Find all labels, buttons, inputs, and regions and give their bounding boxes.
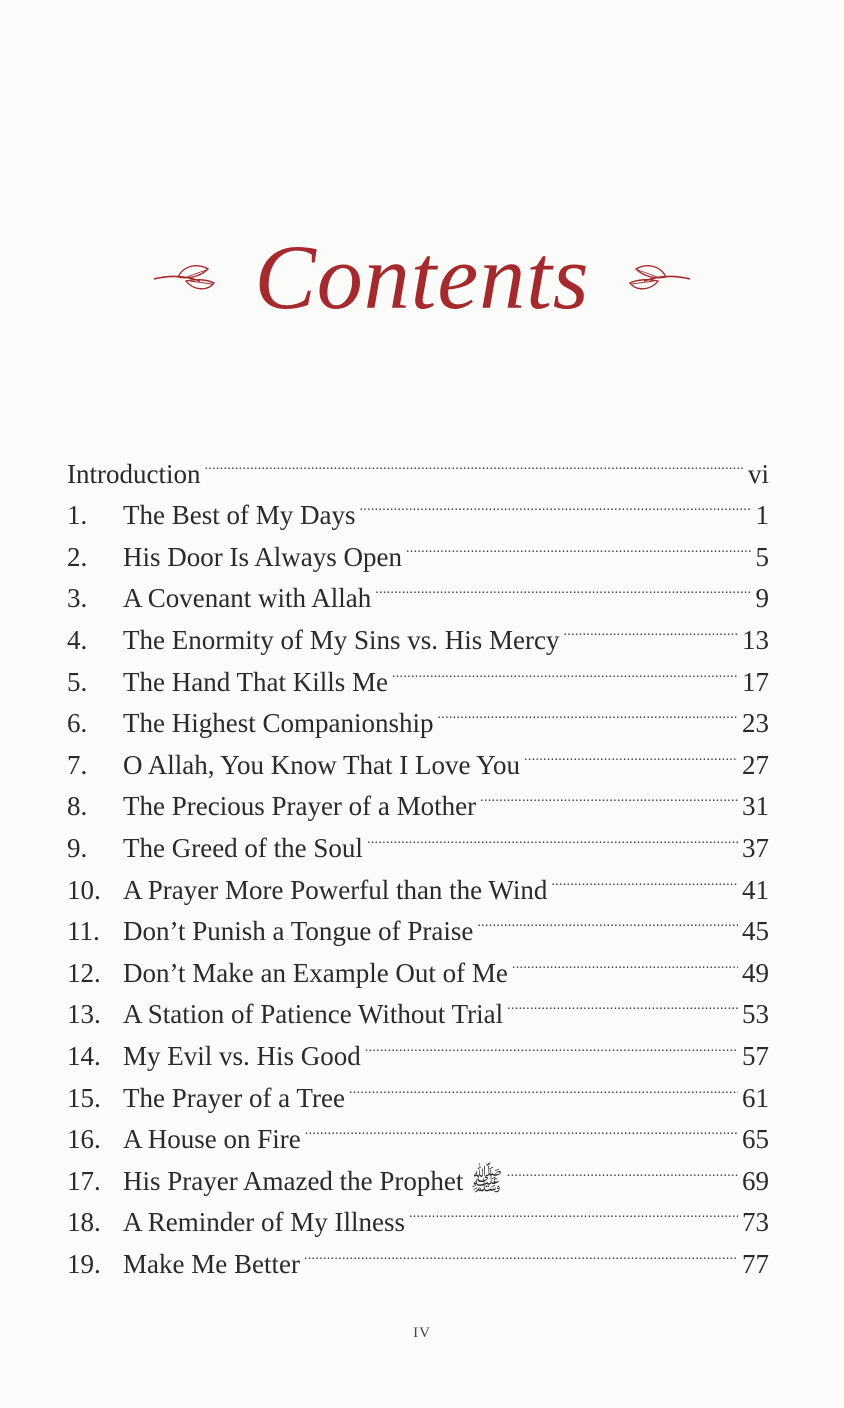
toc-dot-leader [563,607,738,649]
toc-entry-number: 12. [67,957,101,988]
toc-entry [67,441,769,489]
toc-entry-page: 5 [755,541,769,572]
toc-entry-number: 8. [67,791,88,822]
toc-entry-title: A Covenant with Allah [123,583,372,614]
toc-entry-page: 17 [742,666,769,697]
toc-entry-number: 2. [67,541,88,572]
toc-entry-page: vi [747,458,769,489]
toc-entry-number: 15. [67,1082,101,1113]
toc-entry-title: The Prayer of a Tree [123,1082,345,1113]
toc-entry-number: 17. [67,1165,101,1196]
toc-dot-leader [375,566,751,608]
toc-dot-leader [507,982,738,1024]
toc-entry-number: 4. [67,624,88,655]
toc-entry-page: 49 [742,957,769,988]
toc-entry-number: 1. [67,500,88,531]
left-flourish-icon [150,257,220,297]
toc-dot-leader [406,524,752,566]
toc-entry-title: The Enormity of My Sins vs. His Mercy [123,624,560,655]
toc-entry-page: 13 [742,624,769,655]
toc-entry-number: 9. [67,832,88,863]
toc-entry-page: 61 [742,1082,769,1113]
toc-entry-title: The Hand That Kills Me [123,666,388,697]
toc-entry-title: O Allah, You Know That I Love You [123,749,521,780]
toc-entry-page: 45 [742,916,769,947]
toc-entry-title: His Prayer Amazed the Prophet ﷺ [123,1165,503,1196]
toc-dot-leader [524,732,738,774]
toc-entry-title: Don’t Make an Example Out of Me [123,957,508,988]
toc-entry-title: Make Me Better [123,1248,300,1279]
toc-entry-page: 77 [742,1248,769,1279]
toc-entry-title: The Best of My Days [123,500,356,531]
toc-entry-number: 3. [67,583,88,614]
toc-entry-title: The Highest Companionship [123,708,434,739]
page-title-block [0,222,844,332]
toc-entry-number: 19. [67,1248,101,1279]
toc-entry-title: A Prayer More Powerful than the Wind [123,874,548,905]
toc-entry-number: 16. [67,1124,101,1155]
toc-entry-title: A Reminder of My Illness [123,1207,405,1238]
page-number: IV [413,1325,431,1341]
toc-dot-leader [409,1190,738,1232]
table-of-contents [67,441,769,1279]
toc-entry-page: 73 [742,1207,769,1238]
toc-dot-leader [305,1107,738,1149]
toc-dot-leader [367,815,738,857]
toc-entry-number: 11. [67,916,100,947]
toc-entry-title: The Precious Prayer of a Mother [123,791,477,822]
toc-dot-leader [437,691,738,733]
toc-entry-page: 57 [742,1040,769,1071]
toc-dot-leader [480,774,738,816]
toc-entry-title: The Greed of the Soul [123,832,363,863]
toc-dot-leader [551,857,738,899]
page-title: Contents [254,226,590,328]
right-flourish-icon [624,257,694,297]
toc-dot-leader [512,940,738,982]
toc-dot-leader [392,649,738,691]
toc-entry-page: 23 [742,708,769,739]
toc-entry-number: 13. [67,999,101,1030]
toc-entry-number: 18. [67,1207,101,1238]
toc-entry-title: Introduction [67,458,201,489]
toc-dot-leader [477,899,738,941]
toc-entry-page: 65 [742,1124,769,1155]
toc-dot-leader [359,483,751,525]
toc-dot-leader [365,1023,738,1065]
toc-dot-leader [304,1231,738,1273]
toc-entry-number: 6. [67,708,88,739]
toc-entry-page: 1 [755,500,769,531]
toc-entry-title: A Station of Patience Without Trial [123,999,504,1030]
toc-entry-number: 5. [67,666,88,697]
toc-entry-page: 31 [742,791,769,822]
toc-dot-leader [204,441,744,483]
toc-entry-page: 41 [742,874,769,905]
toc-entry-number: 7. [67,749,88,780]
toc-entry-title: Don’t Punish a Tongue of Praise [123,916,474,947]
toc-entry-title: My Evil vs. His Good [123,1040,361,1071]
toc-entry-page: 53 [742,999,769,1030]
toc-entry-page: 27 [742,749,769,780]
toc-entry-page: 9 [755,583,769,614]
toc-entry-number: 10. [67,874,101,905]
toc-entry-number: 14. [67,1040,101,1071]
toc-dot-leader [507,1148,738,1190]
toc-dot-leader [349,1065,738,1107]
toc-entry-page: 69 [742,1165,769,1196]
toc-entry-title: His Door Is Always Open [123,541,402,572]
toc-entry-page: 37 [742,832,769,863]
toc-entry-title: A House on Fire [123,1124,301,1155]
